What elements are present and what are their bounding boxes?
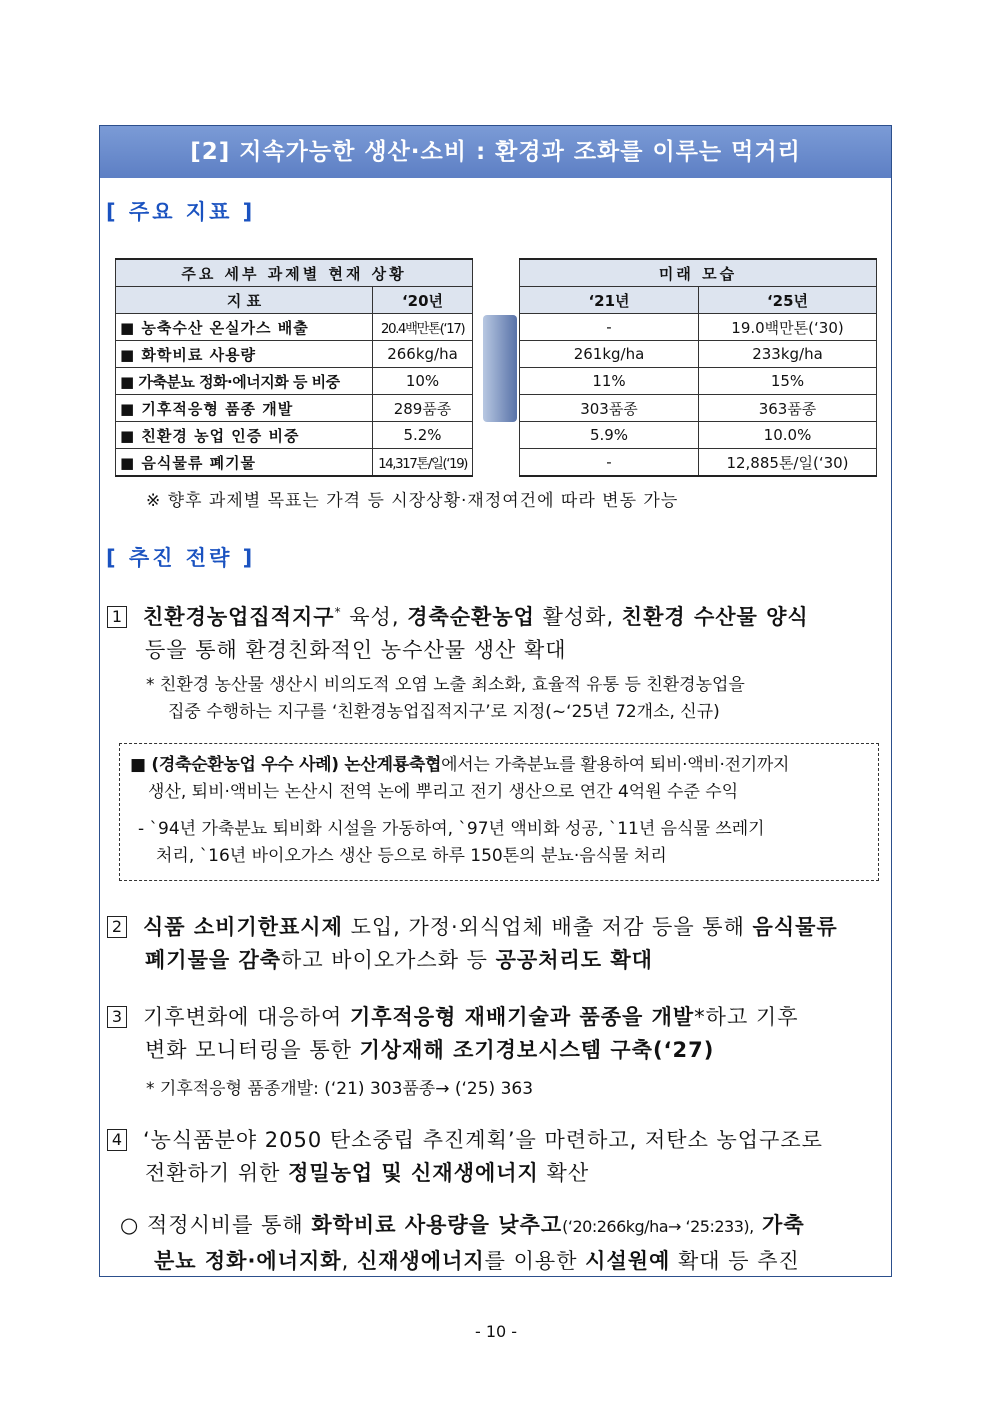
text-bold: 친환경농업집적지구 [143, 605, 335, 629]
future-table [519, 258, 877, 477]
text-bold: 식품 소비기한표시제 [143, 915, 343, 939]
row-label: ■ 농축수산 온실가스 배출 [116, 314, 373, 341]
text-bold: ■ (경축순환농업 우수 사례) 논산계룡축협 [130, 755, 442, 775]
text: 육성, [341, 605, 408, 629]
item3-line2 [107, 1034, 883, 1067]
header-2025: ‘25년 [699, 287, 877, 314]
item1-footnote-line1: * 친환경 농산물 생산시 비의도적 오염 노출 최소화, 효율적 유통 등 친환경농업을 [146, 675, 745, 695]
text: 에서는 가축분뇨를 활용하여 퇴비·액비·전기까지 [441, 755, 790, 775]
current-status-table [115, 258, 473, 477]
text-bold: 분뇨 정화·에너지화 [154, 1249, 342, 1273]
row-label: ■ 친환경 농업 인증 비중 [116, 422, 373, 449]
row-value: 20.4백만톤(‘17) [373, 314, 473, 341]
page-number: - 10 - [474, 1322, 518, 1341]
text-bold: 기상재해 조기경보시스템 구축(‘27) [359, 1038, 715, 1062]
text: 등을 통해 환경친화적인 농수산물 생산 확대 [145, 638, 567, 662]
item1-footnote-line2: 집중 수행하는 지구를 ‘친환경농업집적지구’로 지정(~‘25년 72개소, 신규) [168, 702, 720, 722]
strategy-item-2 [107, 911, 883, 977]
current-table-title: 주요 세부 과제별 현재 상황 [116, 259, 473, 287]
row-value: 266kg/ha [373, 341, 473, 368]
text: 를 이용한 [484, 1249, 586, 1273]
row-value: 10% [373, 368, 473, 395]
case-line-1 [130, 752, 789, 779]
text-bold: 경축순환농업 [407, 605, 535, 629]
strategy-item-1 [107, 596, 883, 667]
cell: 261kg/ha [520, 341, 699, 368]
text: ○ 적정시비를 통해 [120, 1213, 312, 1237]
cell: 363품종 [699, 395, 877, 422]
cell: - [520, 314, 699, 341]
text: (‘20:266kg/ha→ ‘25:233), [562, 1217, 754, 1236]
item-number-box: 2 [107, 916, 127, 938]
item3-footnote: * 기후적응형 품종개발: (‘21) 303품종→ (‘25) 363 [146, 1079, 534, 1099]
cell: 10.0% [699, 422, 877, 449]
case-line-4: 처리, `16년 바이오가스 생산 등으로 하루 150톤의 분뇨·음식물 처리 [156, 846, 667, 866]
cell: 12,885톤/일(‘30) [699, 449, 877, 477]
text: 활성화, [534, 605, 622, 629]
text: 하고 바이오가스화 등 [281, 948, 496, 972]
cell: 5.9% [520, 422, 699, 449]
text: 도입, 가정·외식업체 배출 저감 등을 통해 [342, 915, 753, 939]
cell: 15% [699, 368, 877, 395]
section-banner: [2] 지속가능한 생산·소비 : 환경과 조화를 이루는 먹거리 [100, 126, 891, 178]
text-bold: 가축 [753, 1213, 805, 1237]
case-line-3: - `94년 가축분뇨 퇴비화 시설을 가동하여, `97년 액비화 성공, `11년 음식물 쓰레기 [138, 819, 765, 839]
content-frame [99, 125, 892, 1277]
item2-line2 [107, 944, 883, 977]
cell: 233kg/ha [699, 341, 877, 368]
text: , [341, 1249, 357, 1273]
strategy-item-3 [107, 1001, 883, 1067]
text-bold: 폐기물을 감축 [145, 948, 282, 972]
text: 확대 등 추진 [670, 1249, 800, 1273]
item4-line2 [107, 1157, 883, 1190]
transition-arrow [483, 315, 517, 422]
row-value: 5.2% [373, 422, 473, 449]
indicator-note: ※ 향후 과제별 목표는 가격 등 시장상황·재정여건에 따라 변동 가능 [146, 491, 679, 511]
row-label: ■ 가축분뇨 정화·에너지화 등 비중 [116, 368, 373, 395]
indicators-heading: [ 주요 지표 ] [106, 200, 256, 224]
cell: 11% [520, 368, 699, 395]
text-bold: 친환경 수산물 양식 [621, 605, 809, 629]
strategy-heading: [ 추진 전략 ] [106, 546, 256, 570]
strategy-item-4 [107, 1124, 883, 1190]
row-label: ■ 음식물류 폐기물 [116, 449, 373, 477]
cell: - [520, 449, 699, 477]
header-2021: ‘21년 [520, 287, 699, 314]
bullet-line2 [120, 1244, 885, 1278]
text-bold: 신재생에너지 [356, 1249, 485, 1273]
footnote-mark: * [334, 605, 342, 619]
text: ‘농식품분야 2050 탄소중립 추진계획’을 마련하고, 저탄소 농업구조로 [143, 1128, 823, 1152]
cell: 303품종 [520, 395, 699, 422]
case-study-box [119, 743, 879, 881]
text: 전환하기 위한 [145, 1161, 289, 1185]
row-label: ■ 기후적응형 품종 개발 [116, 395, 373, 422]
future-table-title: 미래 모습 [520, 259, 877, 287]
text: *하고 기후 [694, 1005, 799, 1029]
text: 변화 모니터링을 통한 [145, 1038, 360, 1062]
text-bold: 공공처리도 확대 [495, 948, 653, 972]
item-number-box: 3 [107, 1006, 127, 1028]
cell: 19.0백만톤(‘30) [699, 314, 877, 341]
text-bold: 화학비료 사용량을 낮추고 [311, 1213, 563, 1237]
row-label: ■ 화학비료 사용량 [116, 341, 373, 368]
header-2020: ‘20년 [373, 287, 473, 314]
row-value: 14,317톤/일(‘19) [373, 449, 473, 477]
item4-bullet [120, 1208, 885, 1278]
text-bold: 기후적응형 재배기술과 품종을 개발 [349, 1005, 695, 1029]
row-value: 289품종 [373, 395, 473, 422]
text-bold: 정밀농업 및 신재생에너지 [288, 1161, 539, 1185]
item-number-box: 1 [107, 606, 127, 628]
text-bold: 시설원예 [585, 1249, 671, 1273]
case-line-2: 생산, 퇴비·액비는 논산시 전역 논에 뿌리고 전기 생산으로 연간 4억원 수준 수익 [148, 782, 739, 802]
text-bold: 음식물류 [752, 915, 838, 939]
item-number-box: 4 [107, 1129, 127, 1151]
text: 확산 [538, 1161, 590, 1185]
text: 기후변화에 대응하여 [143, 1005, 350, 1029]
header-indicator: 지 표 [116, 287, 373, 314]
